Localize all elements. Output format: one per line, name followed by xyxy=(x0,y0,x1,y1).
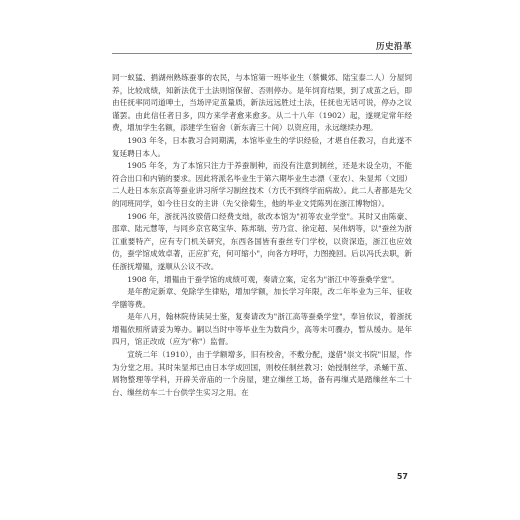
page-number: 57 xyxy=(396,472,408,481)
paragraph: 1905 年冬，为了本馆只注力于养蚕制种，而没有注意到制丝，还是未设全功，不能符合出口和内销的要求。因此将派名毕业生于第六期毕业生志漂（亚农）、朱显邦（文园）二人赴日本东京高等蚕业讲习所学习制丝技术（方氏不到终学而病故）。此二人者都是先父的同班同学，如今往日女的主讲（先父徐菊生，他的毕业文凭陈列在浙江博物馆）。 xyxy=(112,161,412,208)
paragraph: 1906 年，浙抚冯汝骙借口经费支绌，欲改本馆为"初等农业学堂"。其时又由陈豪、邵章、陆元慧等，与同乡京官葛宝华、陈邦瑞、劳乃宣、徐定超、吴伟炳等，以"蚕丝为浙江重要特产，应有专门机关研究，东西各国皆有蚕丝专门学校，以资深造，浙江也应效仿，蚕学馆成效卓著，正应扩充，何可缩小"，向各方呼吁，力图挽回。后以冯氏去职，新任浙抚增韫，遂顺从公议不改。 xyxy=(112,211,412,271)
paragraph: 1903 年冬，日本教习合同期满，本馆毕业生的学识经验，才堪自任教习，自此遂不复延聘日本人。 xyxy=(112,135,412,158)
header-rule xyxy=(112,53,412,54)
body-text xyxy=(112,72,412,399)
chapter-title: 历史沿革 xyxy=(375,42,412,52)
running-header xyxy=(112,38,412,62)
paragraph: 是年八月，翰林院侍读吴士鉴，复奏请改为"浙江高等蚕桑学堂"，奉旨依议，着浙抚增韫依照所请妥为筹办。嗣以当时中等毕业生为数尚少，高等未可骤办，暂从缓办。是年四月，馆正改成（应为"称"）监督。 xyxy=(112,312,412,347)
paragraph: 是年酌定新章、免除学生律贴，增加学额，加长学习年限，改二年毕业为三年、征收学膳等费。 xyxy=(112,287,412,309)
paragraph: 宣统二年（1910），由于学额增多，旧有校舍，不敷分配，遂借"崇文书院"旧屋，作为分堂之用。其时朱显邦已由日本学成回国，则校任制丝教习；始授制丝学，杀蛹干茧、屑物整理等学科，开辟关帝庙的一个房屋，建立缫丝工场，备有再缫式是踏缫丝车二十台、缫丝纺车二十台供学生实习之用。在 xyxy=(112,350,412,397)
paragraph: 同一蚁猛、捐湖州熟练蚕事的农民，与本馆第一班毕业生（蔡懴郊、陆宝泰二人）分屋饲养，比较成绩，知新法优于土法则馆保留、否则停办。是年饲育结果，到了成茧之后，即由任抚率同司道呻土，当场评定茧量质，新法远远胜过土法，任抚也无话可说，停办之议谨罢。由此信任者日多，四方来学者愈来愈多。从二十八年（1902）起，遂规定常年经费，增加学生名额，添建学生宿舍（新东斋三十间）以资应用，永远继续办理。 xyxy=(112,73,412,133)
paragraph: 1908 年，增韫由于蚕学馆的成绩可观，奏请立案，定名为"浙江中等蚕桑学堂"。 xyxy=(127,274,399,284)
